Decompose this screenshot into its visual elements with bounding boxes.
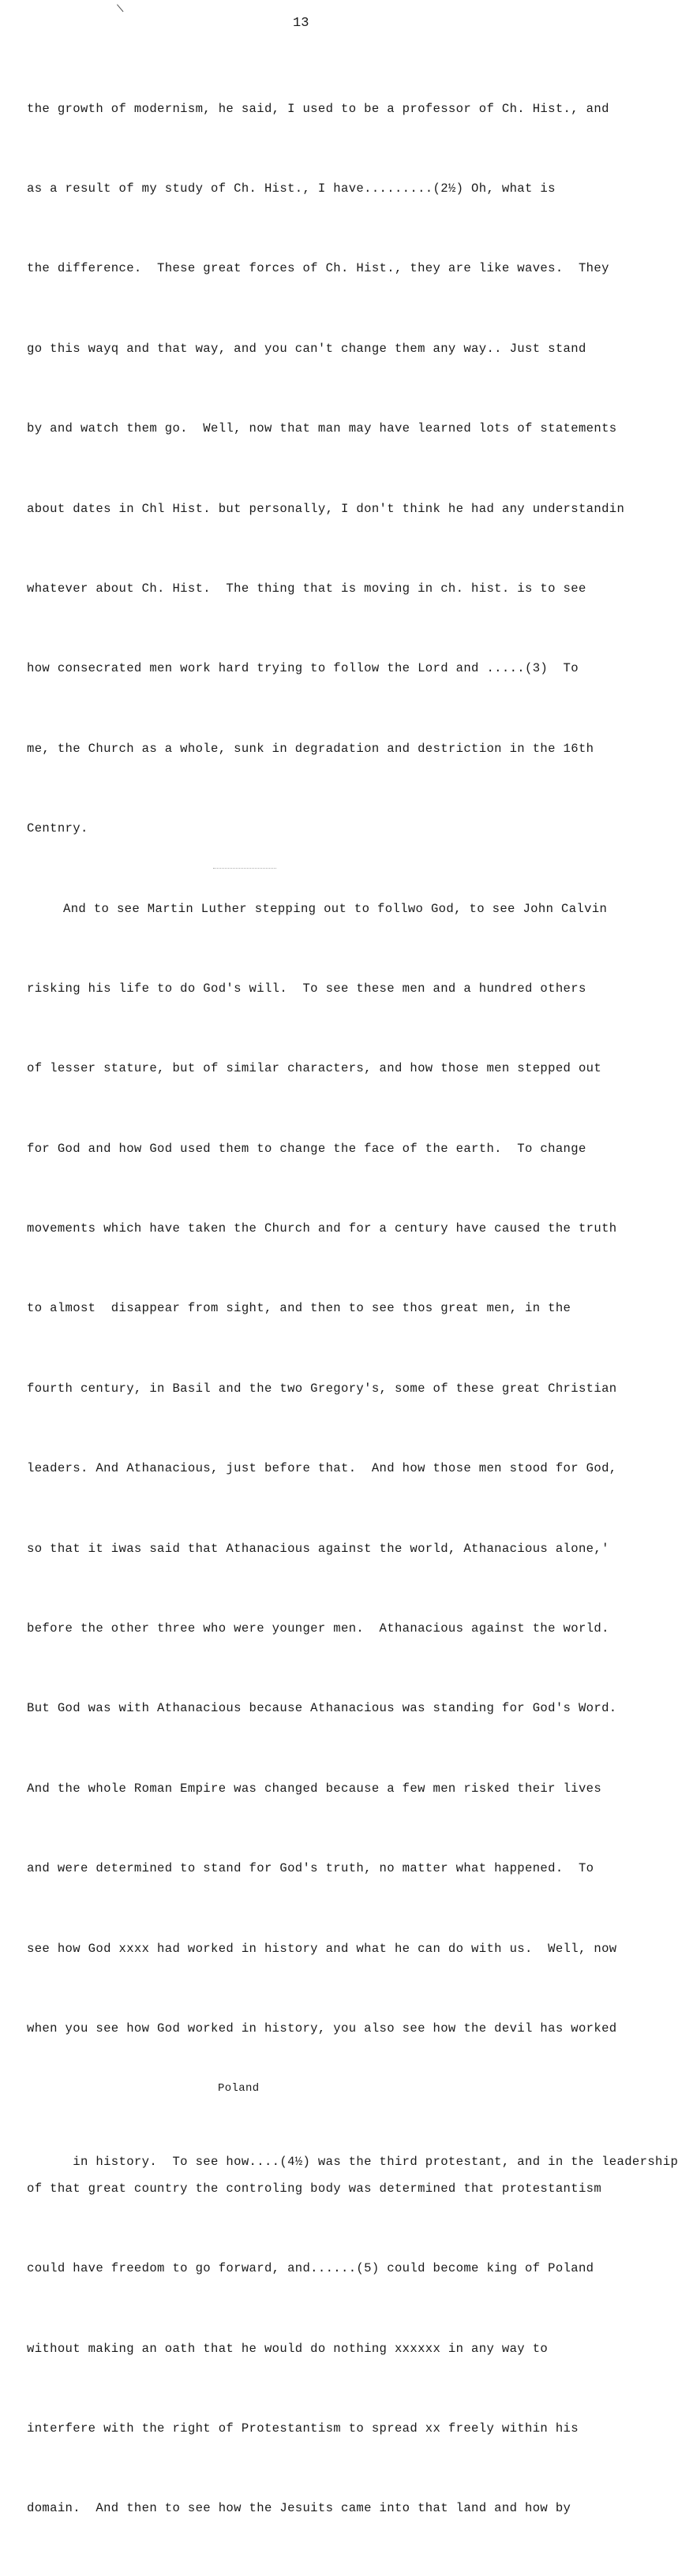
text-line: And the whole Roman Empire was changed because a few men risked their lives <box>27 1781 602 1796</box>
text-line: without making an oath that he would do nothing xxxxxx in any way to <box>27 2341 549 2356</box>
text-line: how consecrated men work hard trying to follow the Lord and .....(3) To <box>27 661 579 676</box>
text-line-with-note <box>27 2082 678 2169</box>
text-line: leaders. And Athanacious, just before that. And how those men stood for God, <box>27 1461 617 1476</box>
stray-pen-mark <box>117 0 129 12</box>
interline-note: Poland <box>218 2082 260 2096</box>
text-line: and were determined to stand for God's truth, no matter what happened. To <box>27 1861 594 1876</box>
text-line: the growth of modernism, he said, I used to be a professor of Ch. Hist., and <box>27 101 609 116</box>
text-line: of lesser stature, but of similar characters, and how those men stepped out <box>27 1061 602 1076</box>
text-line: before the other three who were younger men. Athanacious against the world. <box>27 1621 609 1636</box>
page-number: 13 <box>293 16 309 31</box>
text-line: Centnry. <box>27 821 88 836</box>
text-line: by and watch them go. Well, now that man may have learned lots of statements <box>27 421 617 436</box>
text-line: when you see how God worked in history, you also see how the devil has worked <box>27 2021 617 2036</box>
transcript-body <box>27 43 678 2576</box>
text-line: for God and how God used them to change the face of the earth. To change <box>27 1141 586 1156</box>
text-line: as a result of my study of Ch. Hist., I have.........(2½) Oh, what is <box>27 181 556 196</box>
text-line: of that great country the controling body was determined that protestantism <box>27 2181 602 2196</box>
text-line: fourth century, in Basil and the two Gregory's, some of these great Christian <box>27 1381 617 1396</box>
text-line: so that it iwas said that Athanacious against the world, Athanacious alone,' <box>27 1541 609 1556</box>
text-line: could have freedom to go forward, and......(5) could become king of Poland <box>27 2261 594 2276</box>
text-line: about dates in Chl Hist. but personally, I don't think he had any understandin <box>27 501 625 516</box>
text-line: risking his life to do God's will. To see these men and a hundred others <box>27 981 586 996</box>
bottom-smudge <box>213 868 276 870</box>
text-line: me, the Church as a whole, sunk in degradation and destriction in the 16th <box>27 741 594 756</box>
text-line: But God was with Athanacious because Athanacious was standing for God's Word. <box>27 1701 617 1716</box>
text-line-content: in history. To see how....(4½) was the third protestant, and in the leadership <box>73 2154 678 2169</box>
text-line: to almost disappear from sight, and then to see thos great men, in the <box>27 1301 571 1316</box>
text-line: see how God xxxx had worked in history and what he can do with us. Well, now <box>27 1941 617 1956</box>
text-line: domain. And then to see how the Jesuits came into that land and how by <box>27 2501 571 2516</box>
text-line: movements which have taken the Church and for a century have caused the truth <box>27 1221 617 1236</box>
text-line: the difference. These great forces of Ch. Hist., they are like waves. They <box>27 261 609 276</box>
text-line: interfere with the right of Protestantism to spread xx freely within his <box>27 2421 579 2436</box>
text-line: go this wayq and that way, and you can't change them any way.. Just stand <box>27 341 586 356</box>
paragraph-start-line: And to see Martin Luther stepping out to follwo God, to see John Calvin <box>63 901 608 916</box>
text-line: whatever about Ch. Hist. The thing that is moving in ch. hist. is to see <box>27 581 586 596</box>
